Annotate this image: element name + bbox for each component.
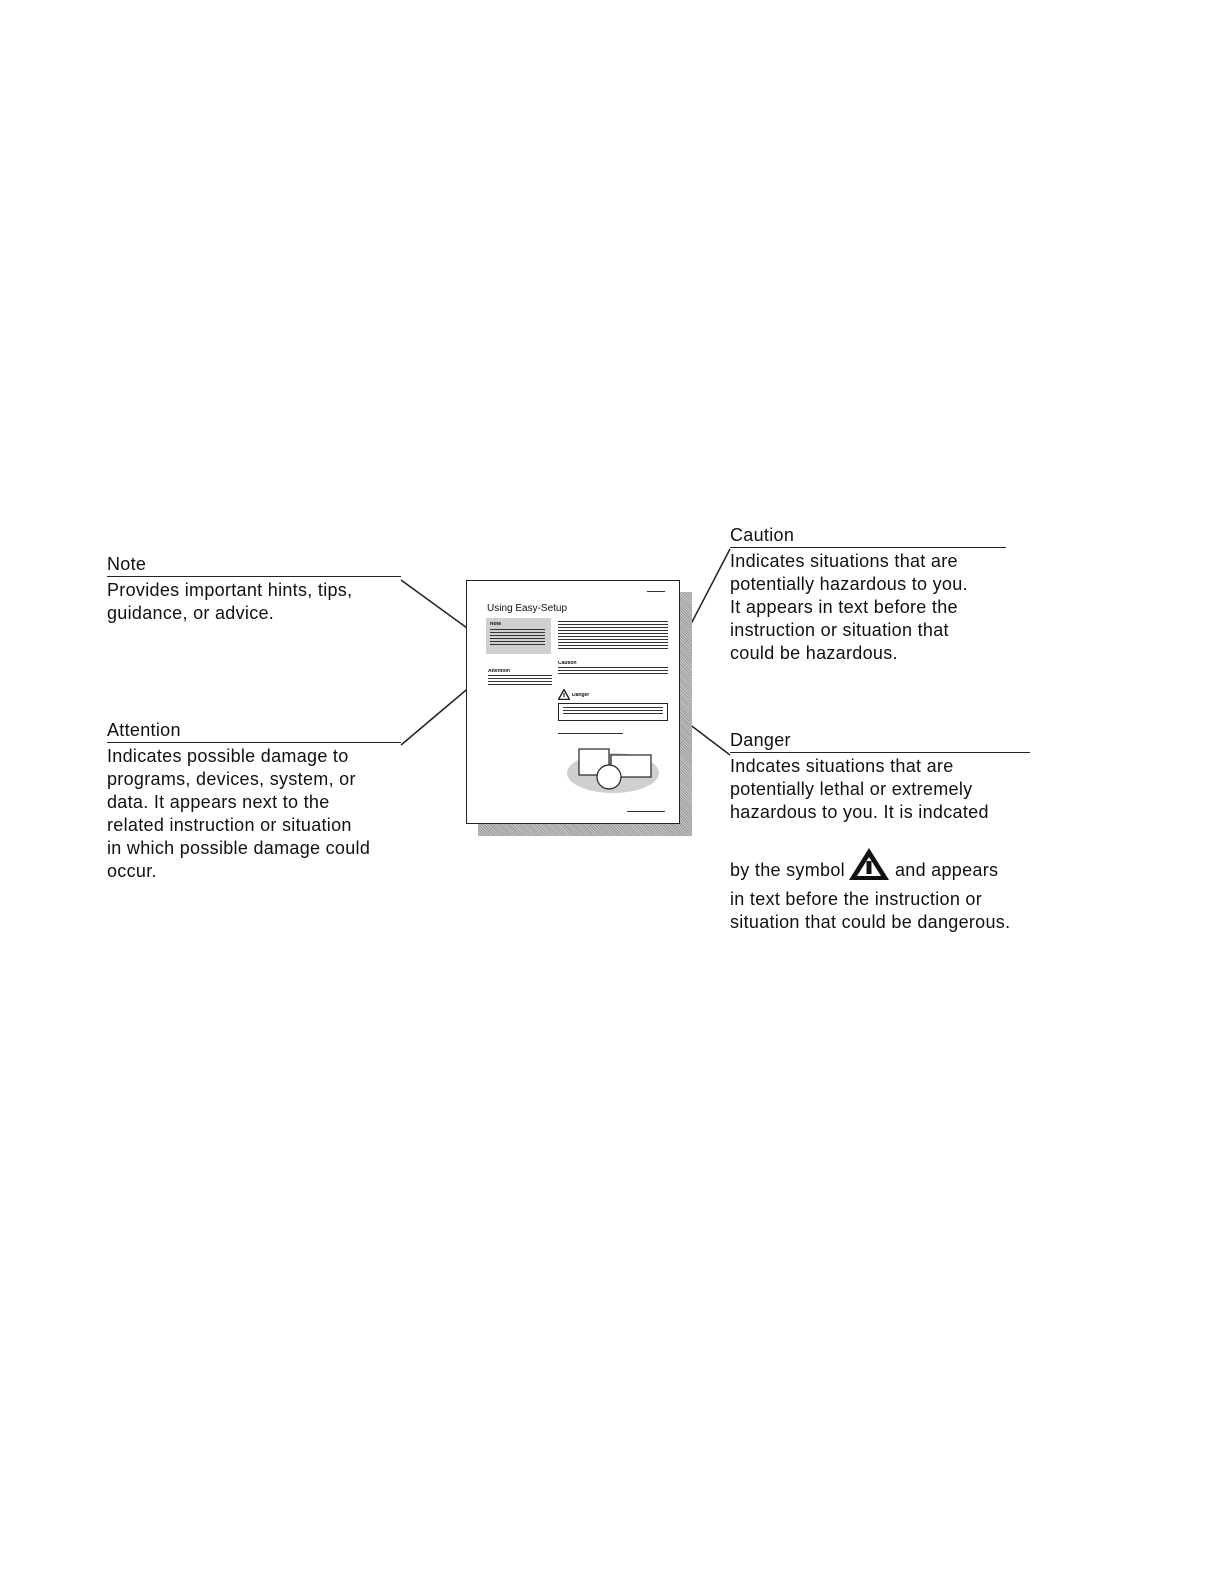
- danger-rule: [730, 752, 1030, 753]
- caution-line: It appears in text before the: [730, 597, 958, 617]
- mini-figure-illustration: [565, 741, 665, 797]
- mini-attention-text: [488, 675, 552, 687]
- mini-intro-text: [558, 621, 668, 651]
- mini-warning-triangle-icon: [558, 689, 570, 700]
- danger-description: [730, 755, 1030, 934]
- mini-note-label: Note: [490, 622, 502, 627]
- caution-title: Caution: [730, 525, 795, 545]
- mini-page-header-mark: [647, 591, 665, 593]
- attention-callout: [107, 719, 401, 883]
- mini-attention-label: Attention: [488, 669, 510, 674]
- attention-line: occur.: [107, 861, 157, 881]
- attention-description: [107, 745, 401, 883]
- danger-line: potentially lethal or extremely: [730, 779, 973, 799]
- attention-line: related instruction or situation: [107, 815, 352, 835]
- danger-symbol-line: [730, 846, 1030, 888]
- warning-triangle-icon: [847, 846, 891, 888]
- mini-caution-text: [558, 667, 668, 675]
- attention-line: Indicates possible damage to: [107, 746, 349, 766]
- mini-page-thumbnail: [466, 580, 680, 824]
- caution-line: instruction or situation that: [730, 620, 949, 640]
- caution-rule: [730, 547, 1006, 548]
- danger-symbol-suffix: and appears: [894, 860, 999, 880]
- attention-rule: [107, 742, 401, 743]
- note-line: guidance, or advice.: [107, 603, 275, 623]
- mini-danger-box: [558, 703, 668, 721]
- mini-page-title: Using Easy-Setup: [487, 603, 568, 614]
- danger-line: in text before the instruction or: [730, 889, 983, 909]
- note-line: Provides important hints, tips,: [107, 580, 353, 600]
- mini-danger-text: [563, 707, 663, 715]
- caution-line: Indicates situations that are: [730, 551, 958, 571]
- note-rule: [107, 576, 401, 577]
- mini-note-box: [486, 618, 551, 654]
- danger-callout: [730, 729, 1030, 934]
- attention-title: Attention: [107, 720, 181, 740]
- caution-line: potentially hazardous to you.: [730, 574, 968, 594]
- caution-line: could be hazardous.: [730, 643, 898, 663]
- danger-line: situation that could be dangerous.: [730, 912, 1011, 932]
- note-callout: [107, 553, 401, 625]
- danger-line: hazardous to you. It is indcated: [730, 802, 989, 822]
- attention-line: programs, devices, system, or: [107, 769, 356, 789]
- caution-description: [730, 550, 1006, 665]
- mini-figure-caption: [558, 733, 623, 735]
- danger-symbol-prefix: by the symbol: [730, 860, 845, 880]
- mini-caution-label: Caution: [558, 661, 577, 666]
- danger-title: Danger: [730, 730, 791, 750]
- attention-line: in which possible damage could: [107, 838, 371, 858]
- attention-line: data. It appears next to the: [107, 792, 330, 812]
- mini-note-text: [490, 629, 545, 645]
- note-description: [107, 579, 401, 625]
- mini-footer-mark: [627, 811, 665, 813]
- caution-callout: [730, 524, 1006, 665]
- note-title: Note: [107, 554, 147, 574]
- danger-line: Indcates situations that are: [730, 756, 954, 776]
- mini-danger-label: Danger: [572, 693, 590, 698]
